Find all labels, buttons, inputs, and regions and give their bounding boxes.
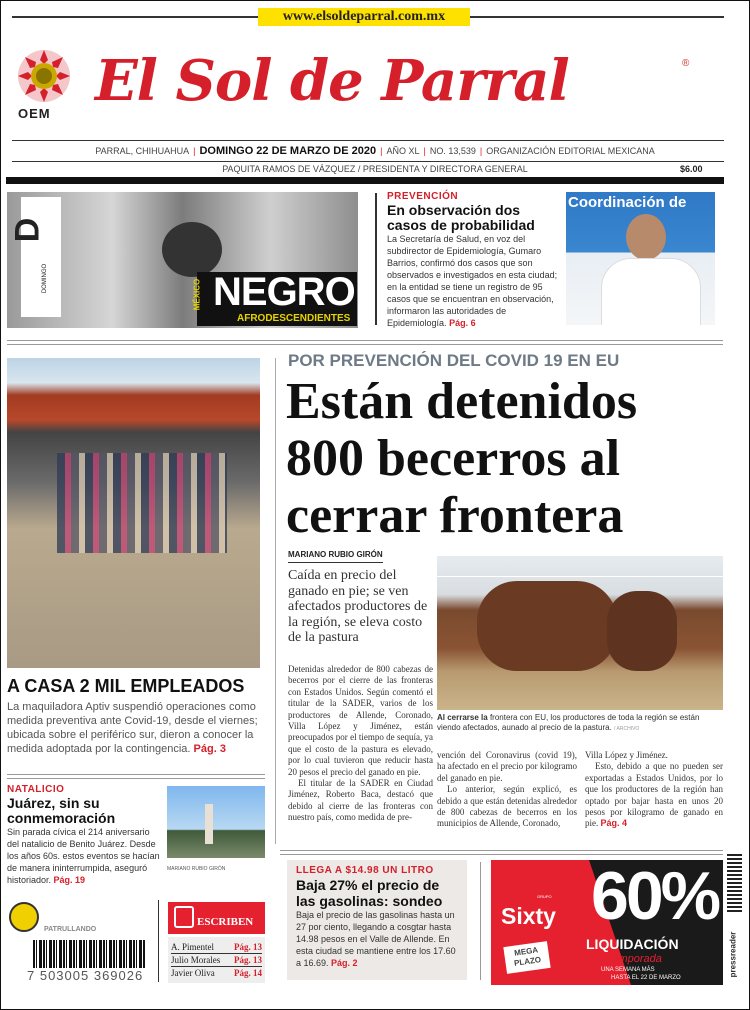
gas-story[interactable] — [287, 860, 467, 980]
escriben-header — [168, 902, 265, 934]
main-col3: Villa López y Jiménez. — [585, 750, 668, 760]
promo-magazine_sub: DOMINGO — [42, 263, 49, 294]
layout-element: | — [193, 146, 196, 156]
website-url[interactable]: www.elsoldeparral.com.mx — [258, 8, 470, 26]
escriben-items-2-page: Pág. 14 — [234, 968, 262, 978]
masked-figure — [162, 222, 222, 277]
sixty-ad[interactable] — [491, 860, 723, 985]
layout-element — [480, 862, 481, 980]
prevencion-story[interactable] — [387, 191, 559, 329]
barcode-number: 7 503005 369026 — [27, 968, 144, 983]
black-bar — [6, 177, 724, 184]
escriben-items-0-name: A. Pimentel — [171, 942, 214, 952]
main-caption_bold: Al cerrarse la — [437, 713, 488, 722]
layout-element — [7, 344, 723, 345]
juarez-monument-photo — [167, 786, 265, 858]
byline: MARIANO RUBIO GIRÓN — [288, 550, 383, 563]
natalicio-kicker: NATALICIO — [7, 784, 65, 795]
location: PARRAL, CHIHUAHUA — [95, 146, 190, 156]
layout-element — [16, 48, 72, 104]
photo-caption — [437, 713, 723, 734]
year: AÑO XL — [386, 146, 420, 156]
pressreader-code — [727, 852, 742, 912]
main-caption_credit: / ARCHIVO — [614, 726, 640, 732]
natalicio-story[interactable] — [7, 784, 162, 886]
prevencion-body: La Secretaría de Salud, en voz del subdirector de Epidemiología, Gumaro Barrios, confirmó dos casos que son observados e investigados en esta ciudad; en la entidad se tiene un registro de 95 casos que se encuentran en observación, informaron las autoridades de Epidemiología. — [387, 234, 558, 328]
prevencion-photo_sign: Coordinación de — [568, 194, 687, 211]
main-kicker: POR PREVENCIÓN DEL COVID 19 EN EU — [288, 351, 620, 370]
newspaper-title: El Sol de Parral — [95, 48, 569, 114]
gas-body: Baja el precio de las gasolinas hasta un 27 por ciento, llegando a cosgtar hasta 14.98 pesos en el Valle de Allende. En esta ciudad se mantiene entre los 17.60 a 16.69. — [296, 910, 456, 968]
escriben-title: ESCRIBEN — [197, 916, 254, 928]
patrullando-label: PATRULLANDO — [44, 926, 97, 933]
pressreader-logo: pressreader — [728, 931, 738, 978]
gas-headline: Baja 27% el precio de las gasolinas: sondeo — [296, 877, 443, 909]
layout-element — [585, 761, 723, 829]
natalicio-page: Pág. 19 — [53, 875, 86, 885]
ad-note1: UNA SEMANA MÁS — [601, 967, 655, 973]
layout-element — [7, 778, 265, 779]
barcode — [33, 940, 145, 968]
layout-element — [280, 854, 723, 855]
layout-element: | — [423, 146, 426, 156]
escriben-list — [168, 937, 265, 983]
main-headline[interactable]: Están detenidos 800 becerros al cerrar frontera — [286, 373, 638, 544]
promo-magazine: D — [8, 217, 47, 243]
aptiv-body — [7, 700, 265, 756]
pen-icon — [174, 906, 194, 928]
ad-note2: HASTA EL 22 DE MARZO — [611, 975, 681, 981]
layout-element — [387, 233, 559, 329]
layout-element: | — [380, 146, 383, 156]
gas-page: Pág. 2 — [331, 958, 358, 968]
layout-element — [437, 576, 723, 577]
dateline — [0, 146, 750, 157]
headline: En observación dos casos de probabilidad — [387, 202, 535, 233]
layout-element — [7, 774, 265, 775]
layout-element — [626, 214, 666, 260]
layout-element — [601, 258, 701, 325]
date: DOMINGO 22 DE MARZO DE 2020 — [199, 145, 377, 157]
patrullando-logo-icon — [9, 902, 39, 932]
main-caption: frontera con EU, los productores de toda la región se están viendo afectados, aunado al precio de la pastura. — [437, 713, 700, 732]
layout-element — [7, 826, 162, 886]
columnist-item[interactable] — [171, 967, 262, 979]
oem-logo: OEM — [18, 106, 51, 121]
main-col1b: El titular de la SADER en Ciudad Jiménez, Roberto Baca, destacó que debido al cierre de las fronteras con nuestro país, como medida de pre- — [288, 778, 433, 823]
prevencion-kicker: PREVENCIÓN — [387, 191, 459, 202]
main-body-col1 — [288, 664, 433, 824]
mexico-negro-promo[interactable] — [7, 192, 358, 328]
main-subhead: Caída en precio del ganado en pie; se ven afectados productores de la región, se eleva costo de la pastura — [288, 568, 428, 645]
promo-country: MÉXICO — [192, 278, 202, 311]
calves-photo — [437, 556, 723, 710]
layout-element — [296, 909, 458, 969]
layout-element — [7, 340, 723, 341]
ad-title: LIQUIDACIÓN — [586, 936, 679, 952]
issue-number: NO. 13,539 — [429, 146, 476, 156]
main-col1: Detenidas alrededor de 800 cabezas de becerros por el cierre de las fronteras con Estados Unidos. Según comentó el titular de la SADER, varios de los productores de Allende, Coronado, Villa López y Jiménez, están preocupados por el tiempo de sequía, ya que el costo de la pastura es elevado, por lo cual tuvieron que reducir hasta 20 pesos el precio del ganado en pie. — [288, 664, 433, 777]
promo-subtitle: AFRODESCENDIENTES — [237, 313, 351, 324]
layout-element — [280, 850, 723, 851]
layout-element: | — [479, 146, 483, 156]
natalicio-headline: Juárez, sin su conmemoración — [7, 795, 116, 826]
price: $6.00 — [680, 164, 703, 174]
layout-element — [477, 581, 617, 671]
ad-brand_sup: GRUPO — [537, 894, 552, 899]
aptiv-photo — [7, 358, 260, 668]
layout-element — [12, 161, 724, 162]
prevencion-page: Pág. 6 — [449, 318, 476, 328]
escriben-items-1-page: Pág. 13 — [234, 955, 262, 965]
main-col2: vención del Coronavirus (covid 19), ha afectado en el precio por kilogramo del ganado en pie. — [437, 750, 577, 783]
photo-credit: MARIANO RUBIO GIRÓN — [167, 866, 226, 872]
aptiv-headline[interactable]: A CASA 2 MIL EMPLEADOS — [7, 676, 245, 696]
promo-title: NEGRO — [213, 270, 355, 314]
main-body-col2 — [437, 750, 577, 830]
discount: 60% — [591, 860, 719, 934]
escriben-items-0-page: Pág. 13 — [234, 942, 262, 952]
layout-element — [205, 804, 213, 844]
director-line: PAQUITA RAMOS DE VÁZQUEZ / PRESIDENTA Y DIRECTORA GENERAL — [222, 164, 528, 174]
natalicio-body: Sin parada cívica el 214 aniversario del natalicio de Benito Juárez. Desde los años 60s. estos eventos se hacían de manera ininterrumpida, aseguró historiador. — [7, 827, 160, 885]
columnist-item[interactable] — [171, 941, 262, 954]
escriben-items-2-name: Javier Oliva — [171, 968, 215, 978]
ad-subtitle: de temporada — [594, 953, 662, 965]
sixty-logo: Sixty — [501, 903, 556, 929]
layout-element — [375, 193, 377, 325]
registered-icon: ® — [682, 58, 690, 69]
columnist-item[interactable] — [171, 954, 262, 967]
main-body-col3 — [585, 750, 723, 830]
gas-kicker: LLEGA A $14.98 UN LITRO — [296, 865, 434, 876]
main-col2b: Lo anterior, según explicó, es debido a que están detenidas alrededor de 800 cabezas de becerros en los municipios de Allende, Coronado, — [437, 784, 577, 829]
layout-element — [57, 453, 227, 553]
aptiv-page: Pág. 3 — [193, 743, 226, 755]
magazine-logo — [8, 197, 61, 317]
escriben-items-1-name: Julio Morales — [171, 955, 221, 965]
organization: ORGANIZACIÓN EDITORIAL MEXICANA — [486, 146, 655, 156]
layout-element — [12, 140, 724, 141]
main-page: Pág. 4 — [600, 818, 628, 829]
negro-title-box — [192, 270, 357, 326]
aptiv-body: La maquiladora Aptiv suspendió operaciones como medida preventiva ante Covid-19, desde el viernes; ubicada sobre el periférico sur, dieron a conocer la medida adoptada por la contingencia. — [7, 701, 258, 755]
layout-element — [607, 591, 677, 671]
main-col3b: Esto, debido a que no pueden ser exportadas a Estados Unidos, por lo que los productores de la región han optado por bajar hasta en unos 20 pesos por kilogramo de ganado en pie. — [585, 761, 723, 829]
epidemiology-photo — [566, 192, 715, 325]
mega-plaza-logo: MEGA PLAZO — [503, 941, 550, 974]
layout-element — [275, 358, 276, 844]
layout-element — [158, 900, 159, 982]
sun-logo-icon — [16, 48, 72, 104]
layout-element — [36, 68, 52, 84]
